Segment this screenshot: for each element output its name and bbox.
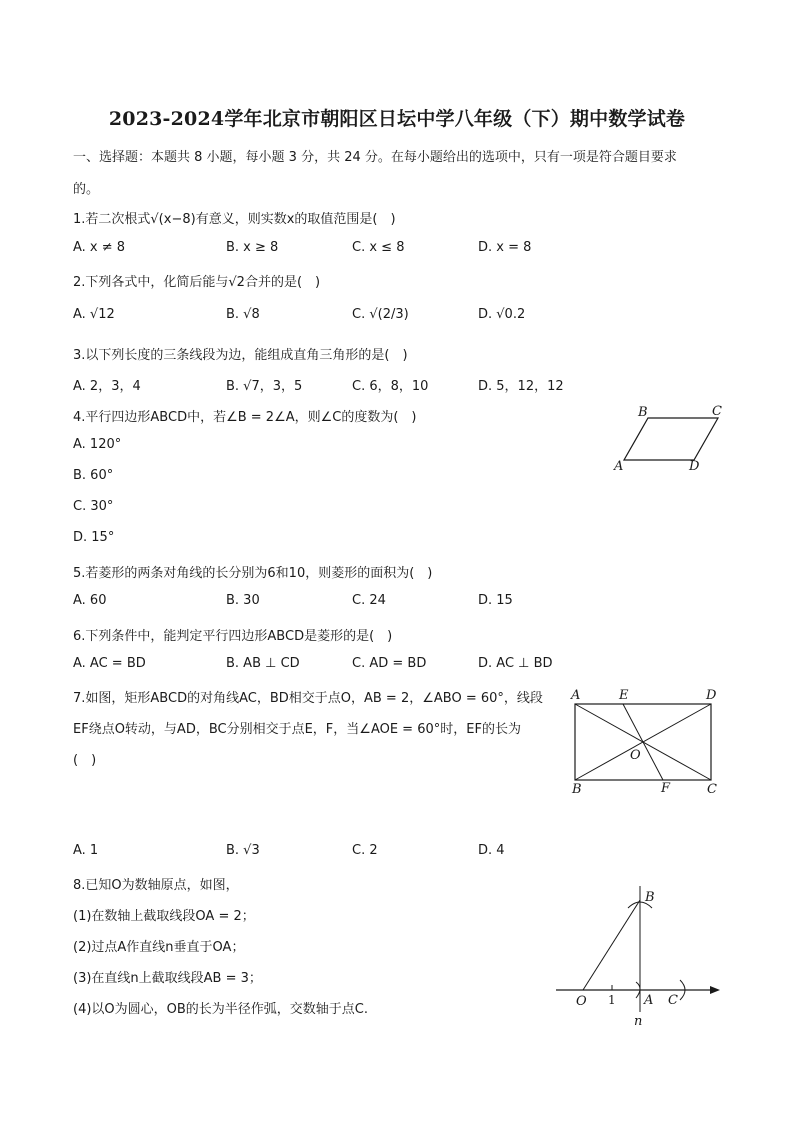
label-b: B xyxy=(645,890,655,905)
label-d: D xyxy=(706,688,717,703)
q2-option-a[interactable]: A. √12 xyxy=(73,307,115,322)
question-3-stem: 3.以下列长度的三条线段为边，能组成直角三角形的是( ) xyxy=(73,348,408,363)
label-b: B xyxy=(572,782,582,797)
q2-option-b[interactable]: B. √8 xyxy=(226,307,260,322)
q3-option-a[interactable]: A. 2，3，4 xyxy=(73,379,141,394)
segment-ef xyxy=(623,704,663,780)
number-line-figure xyxy=(550,880,730,1030)
label-one: 1 xyxy=(608,993,616,1007)
axis-arrow-icon xyxy=(710,986,720,994)
q6-option-c[interactable]: C. AD = BD xyxy=(352,656,427,671)
rectangle-figure xyxy=(566,686,726,798)
q8-step-4: (4)以O为圆心，OB的长为半径作弧，交数轴于点C. xyxy=(73,1002,369,1017)
label-a: A xyxy=(571,688,581,703)
label-o: O xyxy=(630,748,641,763)
q6-option-a[interactable]: A. AC = BD xyxy=(73,656,146,671)
q6-option-d[interactable]: D. AC ⊥ BD xyxy=(478,656,553,671)
q8-step-2: (2)过点A作直线n垂直于OA； xyxy=(73,940,245,955)
label-o: O xyxy=(576,994,587,1009)
label-d: D xyxy=(689,459,700,474)
question-6-stem: 6.下列条件中，能判定平行四边形ABCD是菱形的是( ) xyxy=(73,629,393,644)
label-c: C xyxy=(712,404,722,419)
section-heading-line2: 的。 xyxy=(73,182,100,197)
q4-option-d[interactable]: D. 15° xyxy=(73,530,115,545)
question-7-stem-line2: EF绕点O转动，与AD，BC分别相交于点E，F，当∠AOE = 60°时，EF的长为 xyxy=(73,722,521,737)
parallelogram-figure xyxy=(612,402,727,474)
q5-option-c[interactable]: C. 24 xyxy=(352,593,386,608)
question-2-stem: 2.下列各式中，化简后能与√2合并的是( ) xyxy=(73,275,321,290)
label-f: F xyxy=(661,781,671,796)
q8-step-3: (3)在直线n上截取线段AB = 3； xyxy=(73,971,262,986)
q2-option-d[interactable]: D. √0.2 xyxy=(478,307,526,322)
label-b: B xyxy=(638,405,648,420)
label-a: A xyxy=(614,459,624,474)
q7-option-d[interactable]: D. 4 xyxy=(478,843,505,858)
q7-option-c[interactable]: C. 2 xyxy=(352,843,378,858)
question-1-stem: 1.若二次根式√(x−8)有意义，则实数x的取值范围是( ) xyxy=(73,212,396,227)
q7-option-a[interactable]: A. 1 xyxy=(73,843,99,858)
q2-option-c[interactable]: C. √(2/3) xyxy=(352,307,409,322)
question-7-stem-line3: ( ) xyxy=(73,753,97,768)
label-e: E xyxy=(619,688,629,703)
q5-option-b[interactable]: B. 30 xyxy=(226,593,260,608)
q3-option-b[interactable]: B. √7，3，5 xyxy=(226,379,303,394)
q3-option-d[interactable]: D. 5，12，12 xyxy=(478,379,564,394)
q5-option-d[interactable]: D. 15 xyxy=(478,593,513,608)
q3-option-c[interactable]: C. 6，8，10 xyxy=(352,379,429,394)
question-7-stem-line1: 7.如图，矩形ABCD的对角线AC，BD相交于点O，AB = 2，∠ABO = 60°，线段 xyxy=(73,691,543,706)
q6-option-b[interactable]: B. AB ⊥ CD xyxy=(226,656,300,671)
q4-option-b[interactable]: B. 60° xyxy=(73,468,114,483)
label-a: A xyxy=(644,993,654,1008)
label-c: C xyxy=(668,993,678,1008)
section-heading-line1: 一、选择题：本题共 8 小题，每小题 3 分，共 24 分。在每小题给出的选项中，只有一项是符合题目要求 xyxy=(73,150,677,165)
page-title: 2023-2024学年北京市朝阳区日坛中学八年级（下）期中数学试卷 xyxy=(108,108,686,130)
q8-step-1: (1)在数轴上截取线段OA = 2； xyxy=(73,909,255,924)
q1-option-b[interactable]: B. x ≥ 8 xyxy=(226,240,279,255)
q1-option-a[interactable]: A. x ≠ 8 xyxy=(73,240,126,255)
question-4-stem: 4.平行四边形ABCD中，若∠B = 2∠A，则∠C的度数为( ) xyxy=(73,410,417,425)
q1-option-d[interactable]: D. x = 8 xyxy=(478,240,532,255)
label-n: n xyxy=(634,1014,643,1029)
q5-option-a[interactable]: A. 60 xyxy=(73,593,107,608)
question-5-stem: 5.若菱形的两条对角线的长分别为6和10，则菱形的面积为( ) xyxy=(73,566,433,581)
q7-option-b[interactable]: B. √3 xyxy=(226,843,260,858)
q4-option-c[interactable]: C. 30° xyxy=(73,499,114,514)
parallelogram-shape xyxy=(624,418,718,460)
q4-option-a[interactable]: A. 120° xyxy=(73,437,122,452)
question-8-stem: 8.已知O为数轴原点，如图， xyxy=(73,878,239,893)
q1-option-c[interactable]: C. x ≤ 8 xyxy=(352,240,405,255)
label-c: C xyxy=(707,782,717,797)
segment-ob xyxy=(583,900,640,990)
